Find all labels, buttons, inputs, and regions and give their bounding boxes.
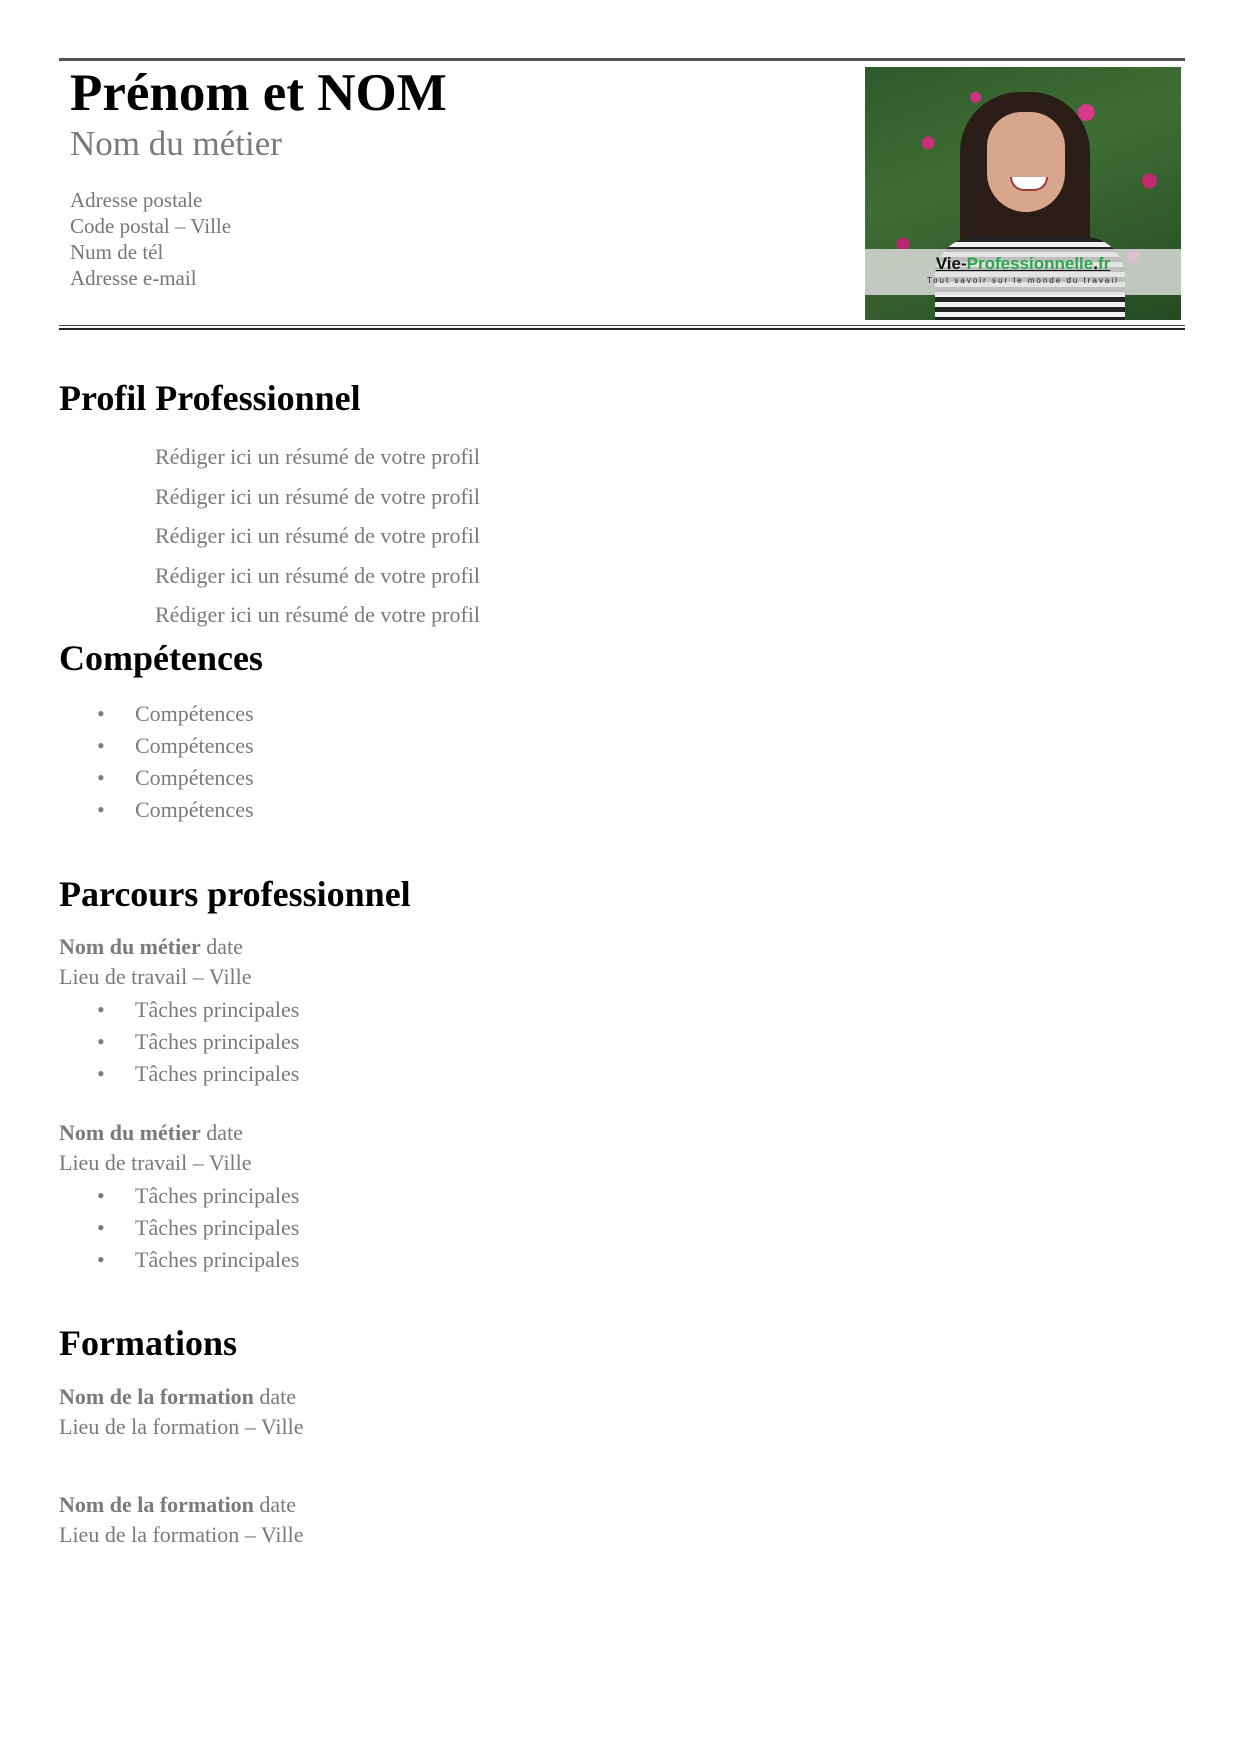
job-place: Lieu de travail – Ville — [59, 1150, 252, 1175]
experience-heading: Parcours professionnel — [59, 874, 411, 914]
profile-line: Rédiger ici un résumé de votre profil — [155, 444, 481, 469]
job-tasks-list — [95, 1180, 299, 1276]
job-date: date — [206, 1120, 243, 1145]
candidate-job-title: Nom du métier — [70, 124, 282, 163]
education-title: Nom de la formation — [59, 1384, 254, 1409]
education-title: Nom de la formation — [59, 1492, 254, 1517]
photo-face — [987, 112, 1065, 212]
job-title-line — [59, 932, 252, 962]
task-item: • Tâches principales — [95, 1212, 299, 1244]
skill-item: • Compétences — [95, 762, 254, 794]
watermark-brand: Vie-Professionnelle.fr — [935, 254, 1111, 273]
education-entry — [59, 1490, 303, 1550]
job-title: Nom du métier — [59, 1120, 201, 1145]
contact-address: Adresse postale — [70, 188, 203, 212]
task-item: • Tâches principales — [95, 1244, 299, 1276]
job-entry — [59, 1118, 252, 1178]
profile-photo — [865, 67, 1181, 320]
job-title: Nom du métier — [59, 934, 201, 959]
task-item: • Tâches principales — [95, 1180, 299, 1212]
watermark-tagline: Tout savoir sur le monde du travail — [927, 276, 1119, 285]
job-tasks-list — [95, 994, 299, 1090]
profile-line: Rédiger ici un résumé de votre profil — [155, 602, 481, 627]
job-title-line — [59, 1118, 252, 1148]
task-item: • Tâches principales — [95, 1026, 299, 1058]
job-place: Lieu de travail – Ville — [59, 964, 252, 989]
skill-item: • Compétences — [95, 698, 254, 730]
profile-line: Rédiger ici un résumé de votre profil — [155, 483, 481, 509]
profile-summary — [155, 437, 480, 635]
profile-line: Rédiger ici un résumé de votre profil — [155, 562, 481, 588]
contact-block — [70, 187, 850, 291]
header-top-rule — [59, 58, 1185, 61]
profile-line: Rédiger ici un résumé de votre profil — [155, 523, 481, 548]
photo-watermark-banner — [865, 249, 1181, 295]
candidate-name: Prénom et NOM — [70, 64, 447, 122]
education-entry — [59, 1382, 303, 1442]
education-date: date — [259, 1492, 297, 1517]
job-date: date — [206, 934, 243, 959]
header-bottom-rule — [59, 325, 1185, 330]
skill-item: • Compétences — [95, 794, 254, 826]
education-place: Lieu de la formation – Ville — [59, 1522, 304, 1547]
education-heading: Formations — [59, 1323, 237, 1363]
contact-email: Adresse e-mail — [70, 266, 197, 290]
skills-heading: Compétences — [59, 638, 263, 678]
task-item: • Tâches principales — [95, 1058, 299, 1090]
contact-postal-city: Code postal – Ville — [70, 214, 232, 238]
skills-list — [95, 698, 254, 826]
education-place: Lieu de la formation – Ville — [59, 1414, 304, 1439]
profile-heading: Profil Professionnel — [59, 378, 361, 418]
task-item: • Tâches principales — [95, 994, 299, 1026]
job-entry — [59, 932, 252, 992]
header-identity — [70, 63, 850, 291]
education-title-line — [59, 1490, 303, 1520]
education-date: date — [259, 1384, 297, 1409]
skill-item: • Compétences — [95, 730, 254, 762]
contact-phone: Num de tél — [70, 240, 164, 264]
education-title-line — [59, 1382, 303, 1412]
